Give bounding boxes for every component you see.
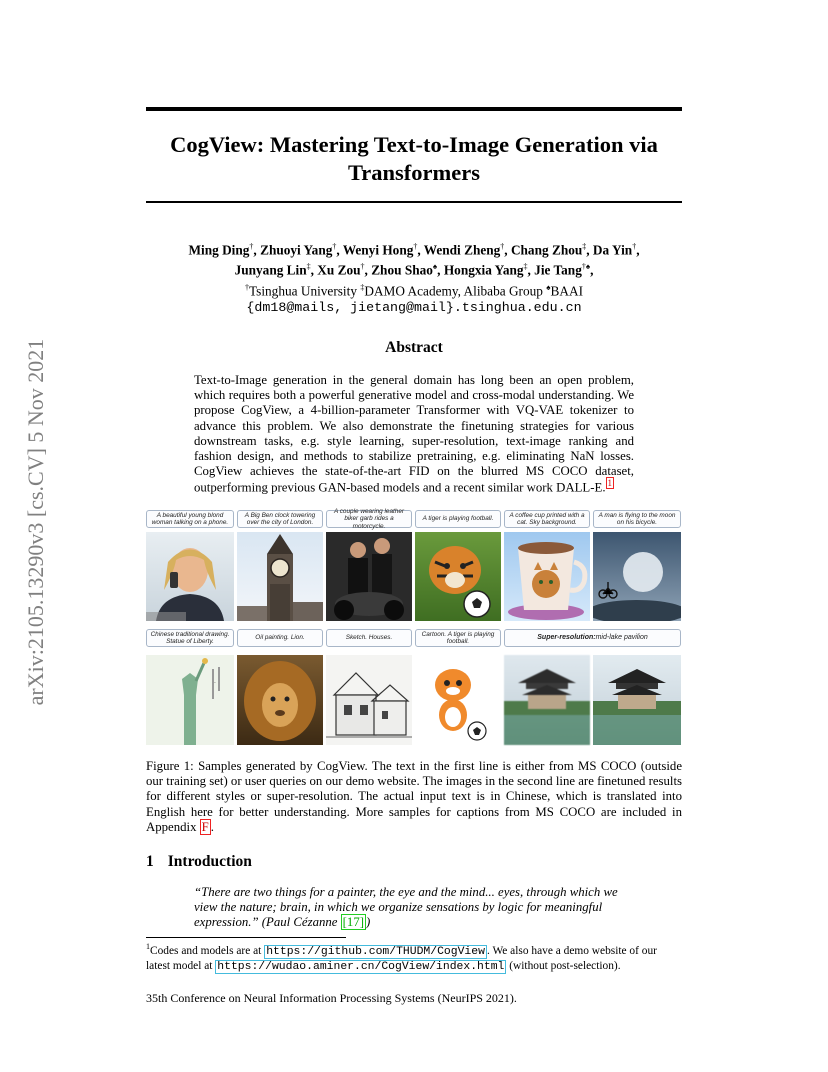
- author-name: Chang Zhou: [510, 242, 583, 258]
- figure-caption-text: Figure 1: Samples generated by CogView. The text in the first line is either from MS COCO (outside our training set) or user queries on our demo website. The images in the second line are finetuned results for different styles or super-resolution. The actual input text is in Chinese, which is translated into English here for better understanding. More samples for captions from MS COCO are included in Appendix: [146, 759, 683, 834]
- title-rule: [146, 201, 682, 203]
- caption-box: Oil painting. Lion.: [237, 629, 323, 647]
- title-line-2: Transformers: [347, 160, 481, 185]
- authors-line-2: Junyang Lin‡, Xu Zou†, Zhou Shao♠, Hongxia Yang‡, Jie Tang†♠,: [234, 262, 594, 278]
- generated-image-sketch-houses: [326, 655, 412, 745]
- authors-line-1: Ming Ding†, Zhuoyi Yang†, Wenyi Hong†, Wendi Zheng†, Chang Zhou‡, Da Yin†,: [188, 242, 640, 258]
- conference-note: 35th Conference on Neural Information Processing Systems (NeurIPS 2021).: [146, 991, 517, 1005]
- author-name: Wendi Zheng: [423, 242, 501, 258]
- author-name: Zhou Shao: [371, 262, 433, 278]
- generated-image-couple-motorcycle: [326, 532, 412, 621]
- generated-image-cartoon-tiger: [415, 655, 501, 745]
- generated-image-oil-lion: [237, 655, 323, 745]
- footnote-link[interactable]: 1: [607, 478, 613, 489]
- quote-text: “There are two things for a painter, the eye and the mind... eyes, through which we view the nature; brain, in which we organize sensations by logic for meaningful expression.” (Paul Cézanne: [194, 885, 618, 930]
- footnote-text: (without post-selection).: [506, 959, 621, 972]
- section-title: Introduction: [167, 853, 252, 870]
- caption-box: A man is flying to the moon on his bicycle.: [593, 510, 681, 528]
- author-name: Da Yin: [592, 242, 633, 258]
- generated-image-pavilion-superres: [593, 655, 681, 745]
- author-affiliation-mark: †♠: [581, 262, 591, 272]
- super-res-label: Super-resolution:: [537, 634, 596, 642]
- author-name: Hongxia Yang: [443, 262, 524, 278]
- affiliation-mark: ♠: [546, 282, 551, 292]
- caption-box: Sketch. Houses.: [326, 629, 412, 647]
- author-name: Junyang Lin: [234, 262, 307, 278]
- svg-text:·: ·: [214, 680, 216, 687]
- figure-caption: [146, 759, 682, 835]
- appendix-link[interactable]: F: [201, 819, 209, 834]
- author-name: Ming Ding: [188, 242, 250, 258]
- affiliation-mark: †: [244, 282, 249, 292]
- author-name: Xu Zou: [317, 262, 361, 278]
- author-affiliation-mark: †: [413, 242, 418, 251]
- affiliation-name: DAMO Academy, Alibaba Group: [364, 283, 543, 299]
- generated-image-woman-phone: [146, 532, 234, 621]
- caption-box: Chinese traditional drawing. Statue of Liberty.: [146, 629, 234, 647]
- section-heading: [146, 853, 266, 871]
- generated-image-statue-of-liberty: [146, 655, 234, 745]
- author-affiliation-mark: †: [632, 242, 637, 251]
- demo-url-link[interactable]: https://wudao.aminer.cn/CogView/index.html: [217, 960, 505, 973]
- caption-box: A coffee cup printed with a cat. Sky background.: [504, 510, 590, 528]
- caption-box: A beautiful young blond woman talking on a phone.: [146, 510, 234, 528]
- author-affiliation-mark: ‡: [582, 242, 587, 251]
- caption-box: Cartoon. A tiger is playing football.: [415, 629, 501, 647]
- generated-image-cat-coffee-cup: [504, 532, 590, 621]
- quote-end: ): [366, 915, 371, 930]
- footnote-mark: 1: [146, 942, 150, 951]
- footnote: [146, 940, 682, 974]
- abstract-heading: Abstract: [385, 339, 443, 356]
- author-affiliation-mark: ‡: [523, 262, 528, 272]
- generated-image-tiger-football: [415, 532, 501, 621]
- arxiv-stamp: arXiv:2105.13290v3 [cs.CV] 5 Nov 2021: [23, 338, 48, 706]
- author-name: Zhuoyi Yang: [260, 242, 333, 258]
- footnote-text: Codes and models are at: [150, 944, 265, 957]
- super-res-text: mid-lake pavilion: [595, 634, 648, 642]
- author-affiliation-mark: ♠: [432, 262, 438, 272]
- caption-box: A Big Ben clock towering over the city of London.: [237, 510, 323, 528]
- caption-box: A couple wearing leather biker garb rides a motorcycle.: [326, 510, 412, 528]
- author-affiliation-mark: ‡: [306, 262, 311, 272]
- figure-caption-end: .: [210, 819, 214, 834]
- footnote-text: . We also have a demo website of our latest model at: [146, 944, 657, 972]
- generated-image-big-ben: [237, 532, 323, 621]
- author-affiliation-mark: †: [360, 262, 365, 272]
- author-name: Wenyi Hong: [342, 242, 414, 258]
- footnote-rule: [146, 937, 346, 938]
- top-rule: [146, 107, 682, 111]
- paper-title: [146, 131, 682, 187]
- title-line-1: CogView: Mastering Text-to-Image Generation via: [170, 132, 658, 157]
- abstract-body: [194, 373, 634, 496]
- citation-link[interactable]: [17]: [342, 915, 364, 930]
- author-block: [146, 238, 682, 316]
- author-emails: {dm18@mails, jietang@mail}.tsinghua.edu.cn: [246, 300, 582, 316]
- affiliation-name: Tsinghua University: [248, 283, 357, 299]
- section-number: 1: [146, 853, 154, 870]
- generated-image-pavilion-lowres: [504, 655, 590, 745]
- super-resolution-caption: [504, 629, 681, 647]
- affiliations: [146, 279, 682, 299]
- github-url-link[interactable]: https://github.com/THUDM/CogView: [266, 945, 485, 958]
- author-affiliation-mark: †: [332, 242, 337, 251]
- caption-box: A tiger is playing football.: [415, 510, 501, 528]
- generated-image-moon-bicycle: [593, 532, 681, 621]
- author-name: Jie Tang: [534, 262, 582, 278]
- epigraph-quote: [194, 885, 634, 931]
- affiliation-name: BAAI: [550, 283, 584, 299]
- abstract-text: Text-to-Image generation in the general domain has long been an open problem, which requires both a powerful generative model and cross-modal understanding. We propose CogView, a 4-billion-parameter Transformer with VQ-VAE tokenizer to advance this problem. We also demonstrate the finetuning strategies for various downstream tasks, e.g. style learning, super-resolution, text-image ranking and fashion design, and methods to stabilize pretraining, e.g. eliminating NaN losses. CogView achieves the state-of-the-art FID on the blurred MS COCO dataset, outperforming previous GAN-based models and a recent similar work DALL-E.: [194, 373, 634, 495]
- affiliation-mark: ‡: [360, 282, 365, 292]
- author-affiliation-mark: †: [500, 242, 505, 251]
- author-affiliation-mark: †: [249, 242, 254, 251]
